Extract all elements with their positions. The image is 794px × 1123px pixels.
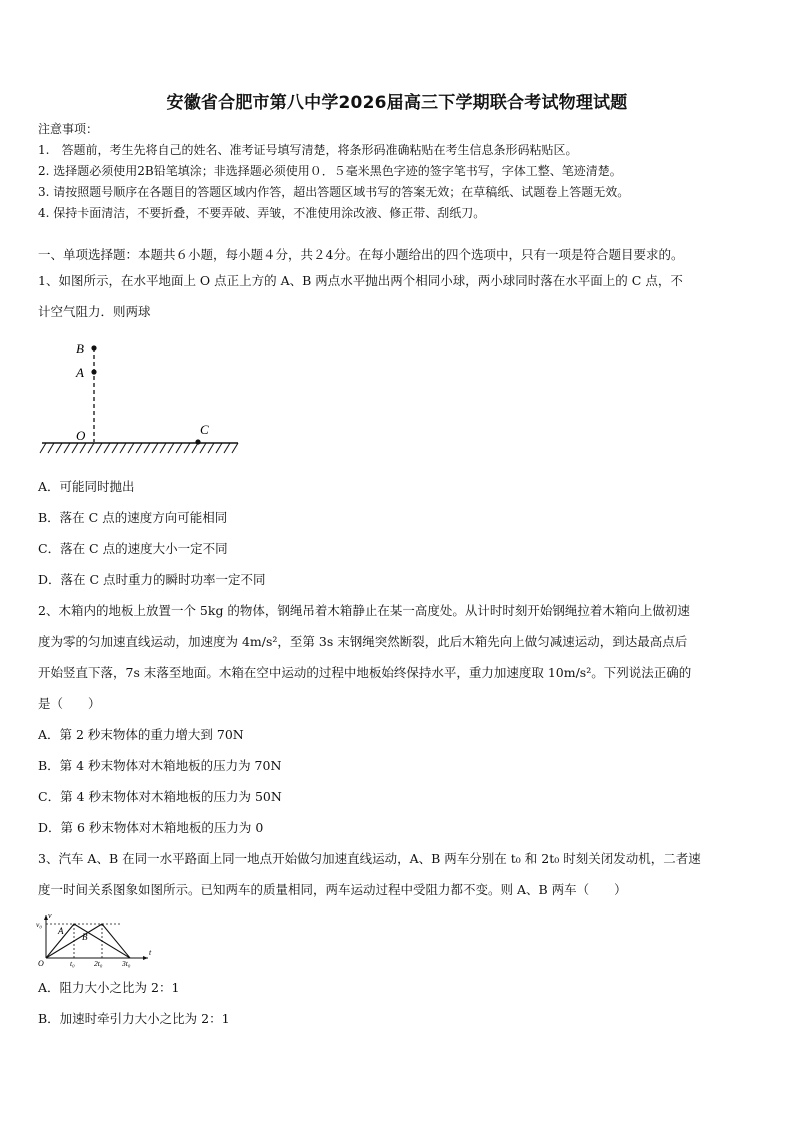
q2-stem-line: 度为零的匀加速直线运动，加速度为 4m/s²，至第 3s 末钢绳突然断裂，此后木箱先向上做匀减速运动，到达最高点后 <box>38 634 688 649</box>
t-axis-label: t <box>149 948 152 957</box>
section-heading: 一、单项选择题：本题共６小题，每小题４分，共２4分。在每小题给出的四个选项中，只有一项是符合题目要求的。 <box>38 247 684 262</box>
q1-option-a: A．可能同时抛出 <box>38 479 135 494</box>
q1-stem-line: 计空气阻力．则两球 <box>38 304 151 319</box>
car-a-label: A <box>58 926 64 936</box>
label-c: C <box>200 422 209 437</box>
t0-tick-label: t₀ <box>70 959 75 968</box>
q3-vt-graph <box>36 912 156 968</box>
t-axis-arrow <box>143 956 148 960</box>
q1-stem-line: 1、如图所示，在水平地面上 O 点正上方的 A、B 两点水平抛出两个相同小球，两小球同时落在水平面上的 C 点，不 <box>38 273 683 288</box>
q3-option-b: B．加速时牵引力大小之比为 2：1 <box>38 1011 230 1026</box>
v0-label: v₀ <box>36 920 42 929</box>
origin-label: O <box>38 959 44 968</box>
point-b <box>91 345 96 350</box>
notice-item: 4. 保持卡面清洁，不要折叠，不要弄破、弄皱，不准使用涂改液、修正带、刮纸刀。 <box>38 206 486 220</box>
q2-option-b: B．第 4 秒末物体对木箱地板的压力为 70N <box>38 758 282 773</box>
3t0-tick-label: 3t₀ <box>122 959 131 968</box>
q2-option-c: C．第 4 秒末物体对木箱地板的压力为 50N <box>38 789 282 804</box>
car-b-label: B <box>82 932 88 942</box>
notice-item: 2. 选择题必须使用2B铅笔填涂；非选择题必须使用０．５毫米黑色字迹的签字笔书写，字体工整、笔迹清楚。 <box>38 164 622 178</box>
point-a <box>91 369 96 374</box>
2t0-tick-label: 2t₀ <box>94 959 103 968</box>
notice-item: 1. 答题前，考生先将自己的姓名、准考证号填写清楚，将条形码准确粘贴在考生信息条形码粘贴区。 <box>38 143 578 157</box>
q1-figure <box>38 336 248 466</box>
label-b: B <box>76 341 84 356</box>
q2-stem-line: 2、木箱内的地板上放置一个 5kg 的物体，钢绳吊着木箱静止在某一高度处。从计时时刻开始钢绳拉着木箱向上做初速 <box>38 603 690 618</box>
label-a: A <box>76 365 84 380</box>
v-axis-label: v <box>48 912 52 920</box>
q2-stem-line: 是（ ） <box>38 696 101 711</box>
ground-hatching <box>40 443 238 453</box>
q1-option-b: B．落在 C 点的速度方向可能相同 <box>38 510 228 525</box>
notice-item: 3. 请按照题号顺序在各题目的答题区域内作答，超出答题区域书写的答案无效；在草稿纸、试题卷上答题无效。 <box>38 185 630 199</box>
label-o: O <box>76 428 86 443</box>
q2-stem-line: 开始竖直下落，7s 末落至地面。木箱在空中运动的过程中地板始终保持水平，重力加速度取 10m/s²。下列说法正确的 <box>38 665 692 680</box>
q1-option-c: C．落在 C 点的速度大小一定不同 <box>38 541 228 556</box>
page-title: 安徽省合肥市第八中学2026届高三下学期联合考试物理试题 <box>166 93 628 113</box>
q3-stem-line: 3、汽车 A、B 在同一水平路面上同一地点开始做匀加速直线运动，A、B 两车分别在 t₀ 和 2t₀ 时刻关闭发动机，二者速 <box>38 851 701 866</box>
q2-option-a: A．第 2 秒末物体的重力增大到 70N <box>38 727 244 742</box>
q3-option-a: A．阻力大小之比为 2：1 <box>38 980 180 995</box>
notice-heading: 注意事项： <box>38 122 99 136</box>
q2-option-d: D．第 6 秒末物体对木箱地板的压力为 0 <box>38 820 264 835</box>
q3-stem-line: 度一时间关系图象如图所示。已知两车的质量相同，两车运动过程中受阻力都不变。则 A、B 两车（ ） <box>38 882 627 897</box>
q1-option-d: D．落在 C 点时重力的瞬时功率一定不同 <box>38 572 266 587</box>
